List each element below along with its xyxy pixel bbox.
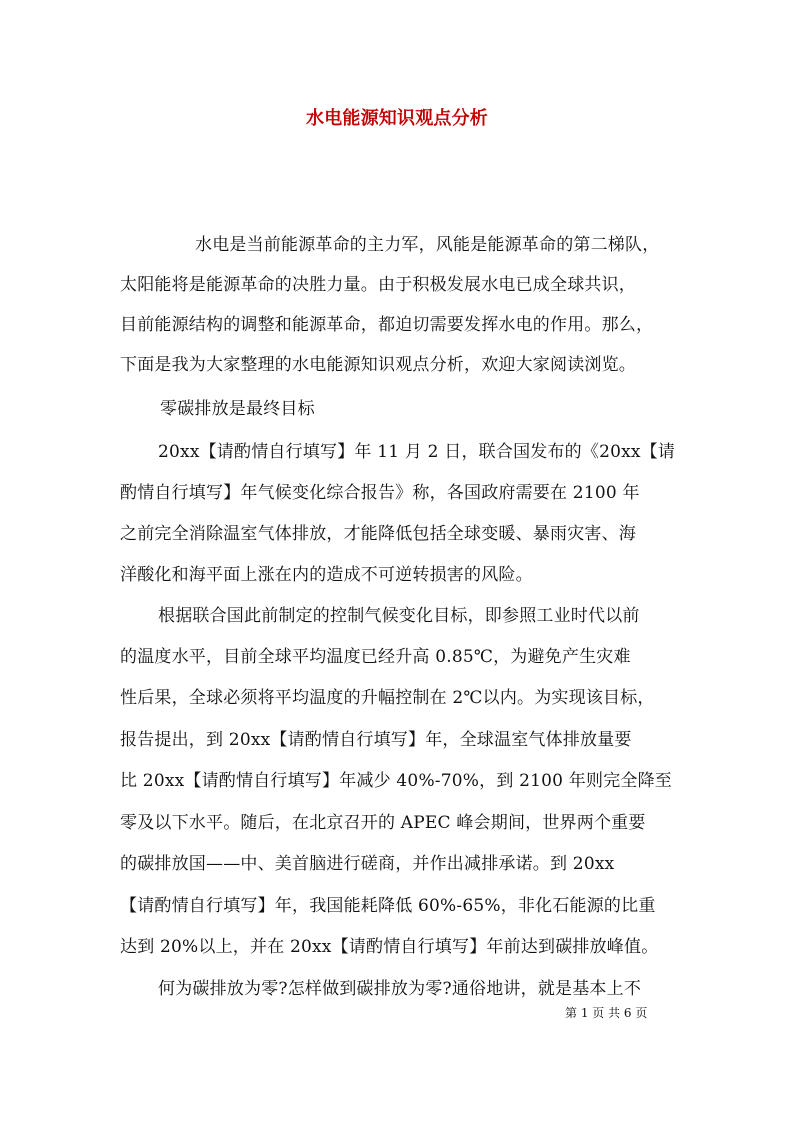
- paragraph-line: 比 20xx【请酌情自行填写】年减少 40%-70%，到 2100 年则完全降至: [120, 771, 672, 791]
- paragraph-line: 报告提出，到 20xx【请酌情自行填写】年，全球温室气体排放量要: [120, 730, 632, 750]
- paragraph-line: 20xx【请酌情自行填写】年 11 月 2 日，联合国发布的《20xx【请: [158, 442, 676, 462]
- section-heading: 零碳排放是最终目标: [160, 399, 315, 419]
- paragraph-line: 的温度水平，目前全球平均温度已经升高 0.85℃，为避免产生灾难: [120, 647, 631, 667]
- paragraph-line: 【请酌情自行填写】年，我国能耗降低 60%-65%，非化石能源的比重: [120, 896, 656, 916]
- document-title: 水电能源知识观点分析: [306, 108, 488, 129]
- paragraph-line: 零及以下水平。随后，在北京召开的 APEC 峰会期间，世界两个重要: [120, 813, 646, 833]
- paragraph-line: 达到 20%以上，并在 20xx【请酌情自行填写】年前达到碳排放峰值。: [120, 937, 659, 957]
- paragraph-line: 何为碳排放为零?怎样做到碳排放为零?通俗地讲，就是基本上不: [158, 979, 642, 999]
- paragraph-line: 太阳能将是能源革命的决胜力量。由于积极发展水电已成全球共识，: [120, 275, 636, 295]
- paragraph-line: 之前完全消除温室气体排放，才能降低包括全球变暖、暴雨灾害、海: [120, 524, 636, 544]
- paragraph-line: 根据联合国此前制定的控制气候变化目标，即参照工业时代以前: [158, 606, 640, 626]
- paragraph-line: 酌情自行填写】年气候变化综合报告》称，各国政府需要在 2100 年: [120, 483, 640, 503]
- paragraph-line: 性后果，全球必须将平均温度的升幅控制在 2℃以内。为实现该目标，: [120, 688, 655, 708]
- paragraph-line: 洋酸化和海平面上涨在内的造成不可逆转损害的风险。: [120, 565, 533, 585]
- paragraph-line: 下面是我为大家整理的水电能源知识观点分析，欢迎大家阅读浏览。: [120, 355, 636, 375]
- paragraph-line: 的碳排放国——中、美首脑进行磋商，并作出减排承诺。到 20xx: [120, 854, 615, 874]
- paragraph-line: 目前能源结构的调整和能源革命，都迫切需要发挥水电的作用。那么，: [120, 315, 654, 335]
- page-footer: 第 1 页 共 6 页: [565, 1006, 648, 1020]
- paragraph-line: 水电是当前能源革命的主力军，风能是能源革命的第二梯队，: [195, 235, 660, 255]
